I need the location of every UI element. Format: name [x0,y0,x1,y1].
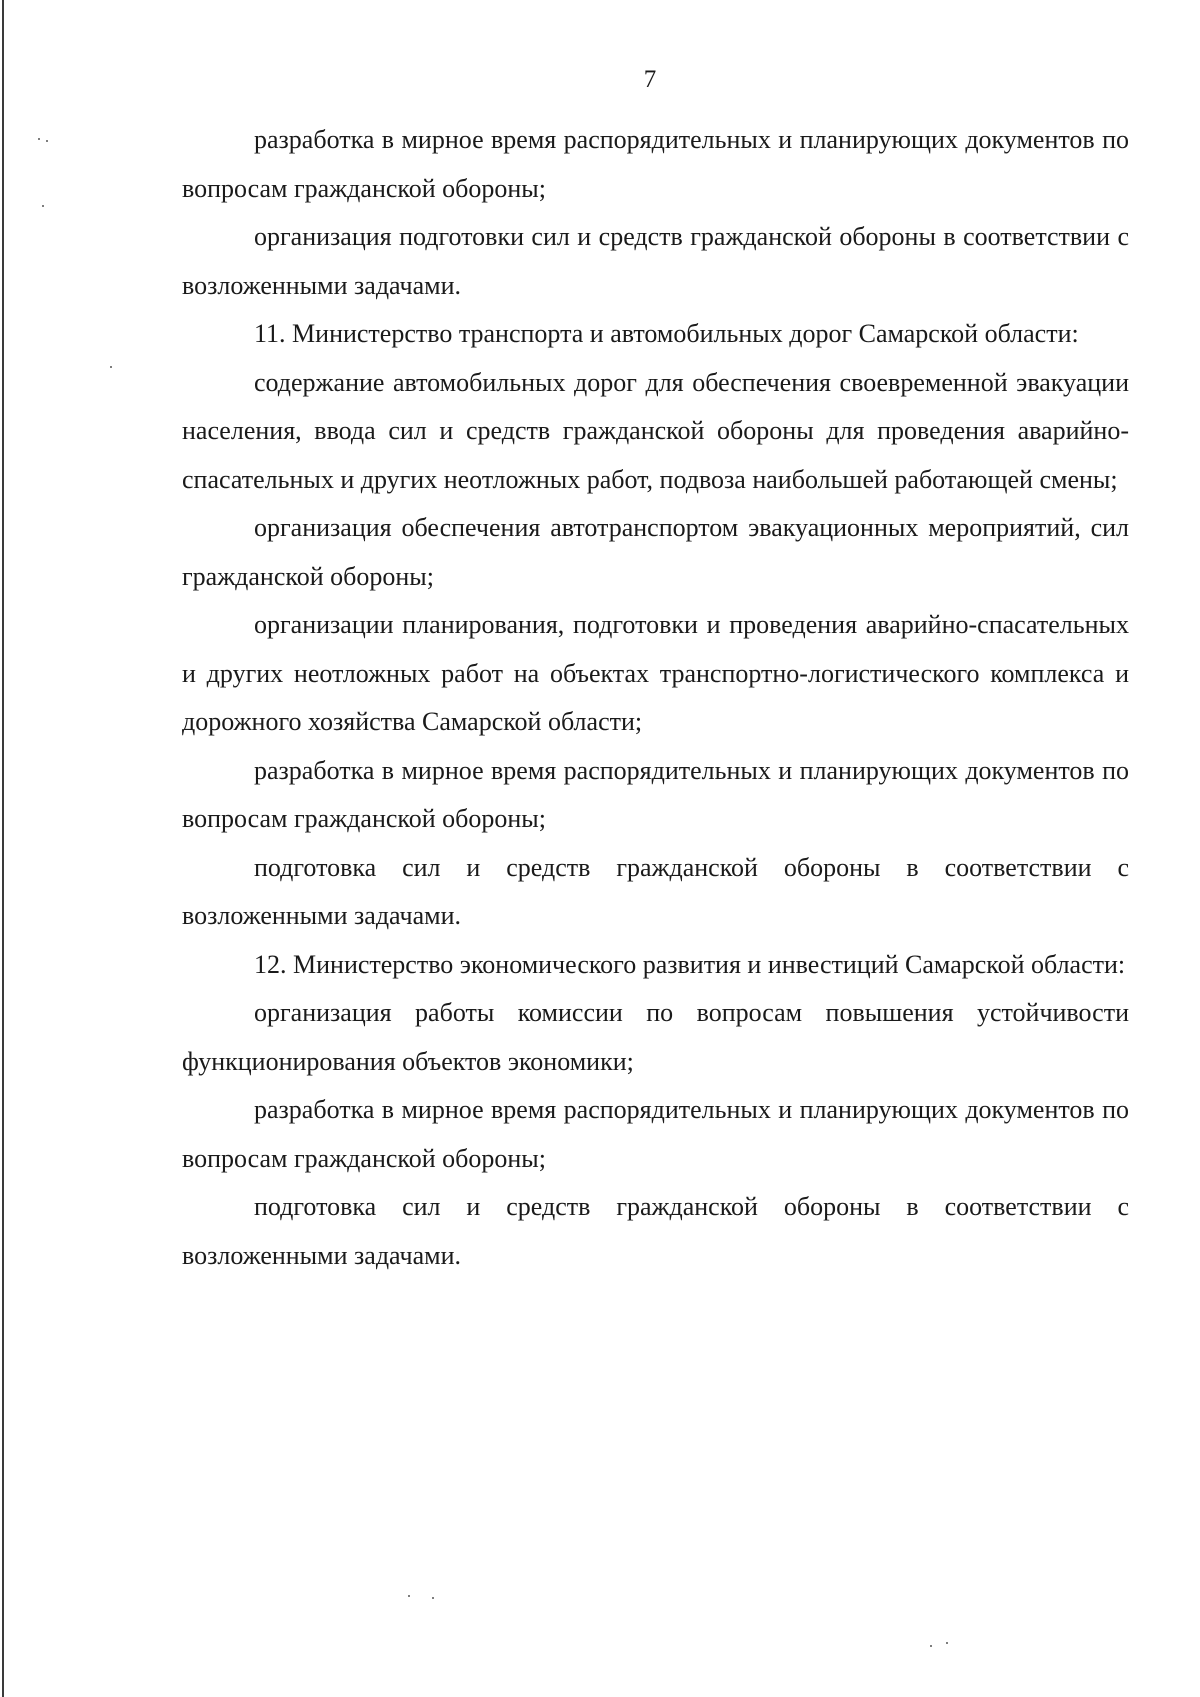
paragraph-section-12-heading: 12. Министерство экономического развития и инвестиций Самарской области: [254,949,1126,979]
paragraph-stability-commission: организация работы комиссии по вопросам повышения устойчивости функционирования объектов экономики; [182,998,1129,1076]
paragraph-civil-defense-docs-12: разработка в мирное время распорядительных и планирующих документов по вопросам гражданской обороны; [182,1095,1129,1173]
paragraph-section-11-heading: 11. Министерство транспорта и автомобильных дорог Самарской области: [254,319,1079,348]
scan-speck [42,205,44,207]
paragraph-rescue-works-planning: организации планирования, подготовки и проведения аварийно-спасательных и других неотложных работ на объектах транспортно-логистического комплекса и дорожного хозяйства Самарской области; [182,610,1129,736]
paragraph-civil-defense-docs-11: разработка в мирное время распорядительных и планирующих документов по вопросам гражданской обороны; [182,755,1129,833]
paragraph-civil-defense-docs: разработка в мирное время распорядительных и планирующих документов по вопросам гражданской обороны; [182,125,1129,203]
scan-speck [110,366,112,368]
paragraph-forces-preparation-11: подготовка сил и средств гражданской обороны в соответствии с возложенными задачами. [182,852,1129,930]
paragraph-transport-provision: организация обеспечения автотранспортом эвакуационных мероприятий, сил гражданской обороны; [182,513,1129,591]
paragraph-road-maintenance: содержание автомобильных дорог для обеспечения своевременной эвакуации населения, ввода сил и средств гражданской обороны для проведения аварийно-спасательных и других неотложных работ, подвоза наибольшей работающей смены; [182,367,1129,494]
paragraph-forces-preparation-12: подготовка сил и средств гражданской обороны в соответствии с возложенными задачами. [182,1192,1129,1270]
page-number: 7 [643,66,657,93]
scan-speck [408,1595,410,1597]
scan-speck [38,138,40,140]
scan-speck [46,140,48,142]
page-scan-edge [2,0,4,1697]
scan-speck [946,1642,948,1644]
paragraph-forces-training: организация подготовки сил и средств гражданской обороны в соответствии с возложенными задачами. [182,222,1129,300]
document-body [182,116,1129,1280]
scan-speck [432,1597,434,1599]
scan-speck [930,1645,932,1647]
